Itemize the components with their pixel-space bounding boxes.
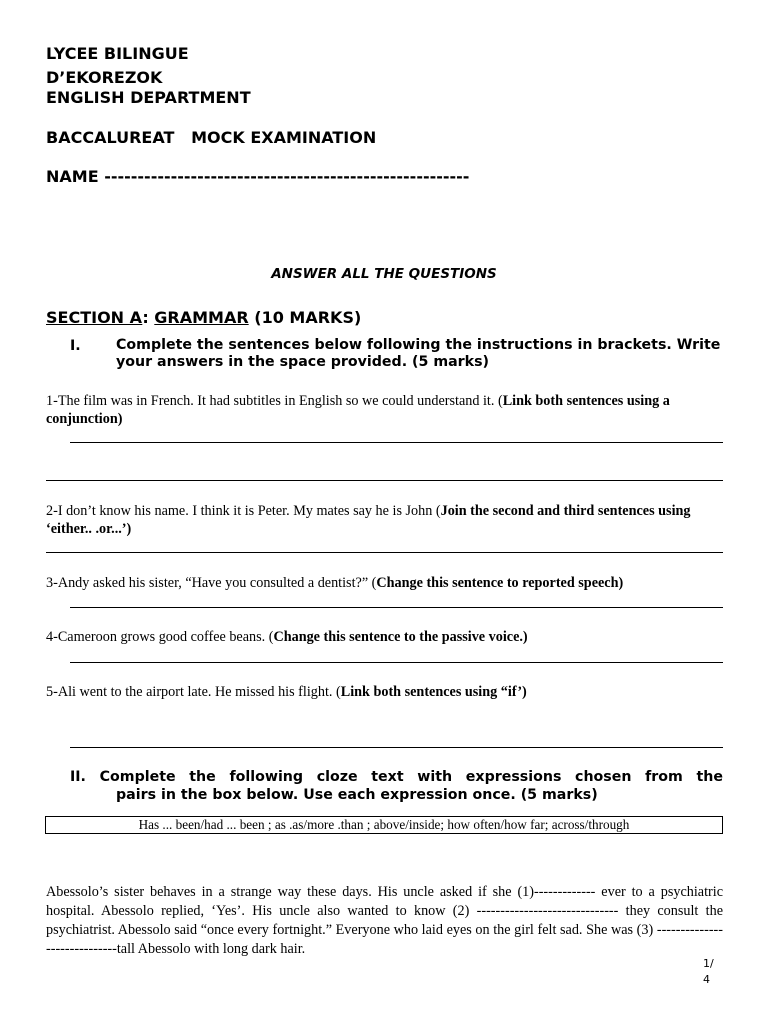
question-4 [46,628,726,646]
question-5 [46,683,726,701]
section-colon: : [142,308,149,327]
name-label: NAME [46,167,99,186]
school-name-line2: D’EKOREZOK [46,68,163,87]
question-text: 1-The film was in French. It had subtitles in English so we could understand it. ( [46,393,503,409]
question-text: 2-I don’t know his name. I think it is Peter. My mates say he is John ( [46,503,441,519]
expression-box: Has ... been/had ... been ; as .as/more .than ; above/inside; how often/how far; across/through [45,816,723,834]
page-number-bottom: 4 [703,973,710,986]
part2-instruction-line1 [70,768,723,786]
section-heading [46,308,361,327]
question-text: 4-Cameroon grows good coffee beans. ( [46,629,274,645]
exam-title: BACCALUREAT MOCK EXAMINATION [46,128,377,147]
school-name-line1: LYCEE BILINGUE [46,44,189,63]
question-instruction: Link both sentences using “if’) [340,684,527,700]
general-instruction: ANSWER ALL THE QUESTIONS [271,266,497,282]
question-text: 5-Ali went to the airport late. He missed his flight. ( [46,684,341,700]
part1-number: I. [70,338,81,354]
cloze-passage: Abessolo’s sister behaves in a strange way these days. His uncle asked if she (1)------------- ever to a psychiatric hospital. Abessolo replied, ‘Yes’. His uncle also wanted to know (2) ------------------------------ they consult the psychiatrist. Abessolo said “once every fortnight.” Everyone who laid eyes on the girl felt sad. She was (3) -----------------------------tall Abessolo with long dark hair. [46,884,723,957]
question-instruction: Link both sentences using a conjunction) [46,393,670,427]
question-instruction: Change this sentence to the passive voice.) [273,629,528,645]
name-field [46,167,469,186]
answer-line[interactable] [46,480,723,481]
question-instruction: Join the second and third sentences using ‘either.. .or...’) [46,503,691,537]
answer-line[interactable] [70,607,723,608]
question-2 [46,502,726,538]
question-text: 3-Andy asked his sister, “Have you consulted a dentist?” ( [46,575,377,591]
section-topic: GRAMMAR [154,308,249,327]
question-1 [46,392,726,428]
page-number-top: 1/ [703,957,714,970]
section-label: SECTION A [46,308,143,327]
part1-instruction: Complete the sentences below following the instructions in brackets. Write your answers in the space provided. (5 marks) [116,337,721,370]
question-instruction: Change this sentence to reported speech) [376,575,624,591]
part2-instruction-line2: pairs in the box below. Use each expression once. (5 marks) [116,787,598,803]
name-blank: ------------------------------------------------------- [104,167,470,186]
department-name: ENGLISH DEPARTMENT [46,88,251,107]
answer-line[interactable] [46,552,723,553]
part2-instruction-text: Complete the following cloze text with expressions chosen from the [99,769,723,785]
answer-line[interactable] [70,747,723,748]
answer-line[interactable] [70,662,723,663]
section-marks: (10 MARKS) [254,308,362,327]
question-3 [46,574,726,592]
part2-number: II. [70,769,86,785]
answer-line[interactable] [70,442,723,443]
